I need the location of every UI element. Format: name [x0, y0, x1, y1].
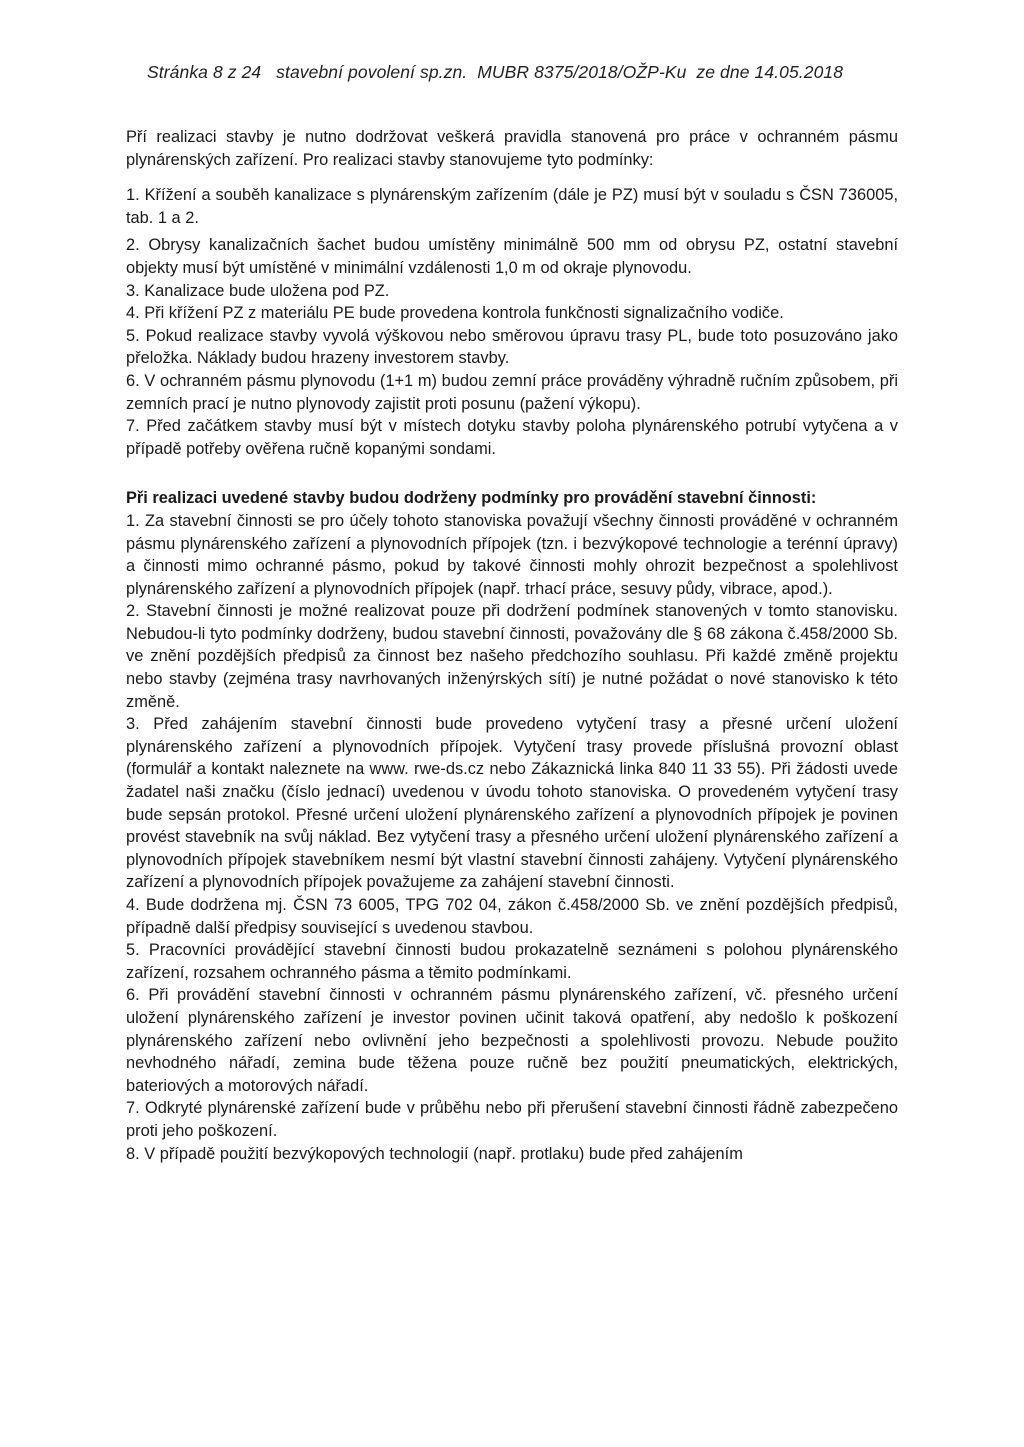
document-reference: stavební povolení sp.zn. MUBR 8375/2018/OŽP-Ku ze dne 14.05.2018	[276, 62, 844, 82]
page-header	[147, 62, 843, 83]
activity-condition-item: 6. Při provádění stavební činnosti v ochranném pásmu plynárenského zařízení, vč. přesného určení uložení plynárenského zařízení je investor povinen učinit taková opatření, aby nedošlo k poškození plynárenského zařízení nebo ovlivnění jeho bezpečnosti a spolehlivosti provozu. Nebude použito nevhodného nářadí, zemina bude těžena pouze ručně bez použití pneumatických, elektrických, bateriových a motorových nářadí.	[126, 986, 898, 1095]
activity-condition-item: 3. Před zahájením stavební činnosti bude provedeno vytyčení trasy a přesné určení uložení plynárenského zařízení a plynovodních přípojek. Vytyčení trasy provede příslušná provozní oblast (formulář a kontakt naleznete na www. rwe-ds.cz nebo Zákaznická linka 840 11 33 55). Při žádosti uvede žadatel naši značku (číslo jednací) uvedenou v úvodu tohoto stanoviska. O provedeném vytyčení trasy bude sepsán protokol. Přesné určení uložení plynárenského zařízení a plynovodních přípojek je povinen provést stavebník na svůj náklad. Bez vytyčení trasy a přesného určení uložení plynárenského zařízení a plynovodních přípojek stavebníkem nesmí být vlastní stavební činnosti zahájeny. Vytyčení plynárenského zařízení a plynovodních přípojek považujeme za zahájení stavební činnosti.	[126, 715, 898, 892]
document-body	[126, 126, 898, 1165]
section-heading: Při realizaci uvedené stavby budou dodrženy podmínky pro provádění stavební činnosti:	[126, 489, 817, 508]
condition-item: 7. Před začátkem stavby musí být v místech dotyku stavby poloha plynárenského potrubí vytyčena a v případě potřeby ověřena ručně kopanými sondami.	[126, 417, 898, 458]
condition-item: 4. Při křížení PZ z materiálu PE bude provedena kontrola funkčnosti signalizačního vodiče.	[126, 304, 784, 323]
activity-condition-item: 5. Pracovníci provádějící stavební činnosti budou prokazatelně seznámeni s polohou plynárenského zařízení, rozsahem ochranného pásma a těmito podmínkami.	[126, 941, 898, 982]
activity-condition-item: 8. V případě použití bezvýkopových technologií (např. protlaku) bude před zahájením	[126, 1144, 743, 1163]
conditions-list	[126, 184, 898, 460]
condition-item: 1. Křížení a souběh kanalizace s plynárenským zařízením (dále je PZ) musí být v souladu s ČSN 736005, tab. 1 a 2.	[126, 186, 898, 227]
activity-condition-item: 7. Odkryté plynárenské zařízení bude v průběhu nebo při přerušení stavební činnosti řádně zabezpečeno proti jeho poškození.	[126, 1099, 898, 1140]
intro-paragraph: Pří realizaci stavby je nutno dodržovat veškerá pravidla stanovená pro práce v ochranném pásmu plynárenských zařízení. Pro realizaci stavby stanovujeme tyto podmínky:	[126, 128, 898, 169]
page-number: Stránka 8 z 24	[147, 62, 262, 82]
condition-item: 2. Obrysy kanalizačních šachet budou umístěny minimálně 500 mm od obrysu PZ, ostatní stavební objekty musí být umístěné v minimální vzdálenosti 1,0 m od okraje plynovodu.	[126, 236, 898, 277]
activity-condition-item: 2. Stavební činnosti je možné realizovat pouze při dodržení podmínek stanovených v tomto stanovisku. Nebudou-li tyto podmínky dodrženy, budou stavební činnosti, považovány dle § 68 zákona č.458/2000 Sb. ve znění pozdějších předpisů za činnost bez našeho předchozího souhlasu. Při každé změně projektu nebo stavby (zejména trasy navrhovaných inženýrských sítí) je nutné požádat o nové stanovisko k této změně.	[126, 602, 898, 711]
activity-condition-item: 4. Bude dodržena mj. ČSN 73 6005, TPG 702 04, zákon č.458/2000 Sb. ve znění pozdějších předpisů, případně další předpisy související s uvedenou stavbou.	[126, 896, 898, 937]
activity-conditions-list	[126, 510, 898, 1165]
condition-item: 6. V ochranném pásmu plynovodu (1+1 m) budou zemní práce prováděny výhradně ručním způsobem, při zemních prací je nutno plynovody zajistit proti posunu (pažení výkopu).	[126, 371, 898, 413]
condition-item: 5. Pokud realizace stavby vyvolá výškovou nebo směrovou úpravu trasy PL, bude toto posuzováno jako přeložka. Náklady budou hrazeny investorem stavby.	[126, 326, 898, 368]
section-spacer	[126, 460, 898, 487]
activity-condition-item: 1. Za stavební činnosti se pro účely tohoto stanoviska považují všechny činnosti prováděné v ochranném pásmu plynárenského zařízení a plynovodních přípojek (tzn. i bezvýkopové technologie a terénní úpravy) a činnosti mimo ochranné pásmo, pokud by takové činnosti mohly ohrozit bezpečnost a spolehlivost plynárenského zařízení a plynovodních přípojek (např. trhací práce, sesuvy půdy, vibrace, apod.).	[126, 511, 898, 598]
condition-item: 3. Kanalizace bude uložena pod PZ.	[126, 281, 390, 300]
